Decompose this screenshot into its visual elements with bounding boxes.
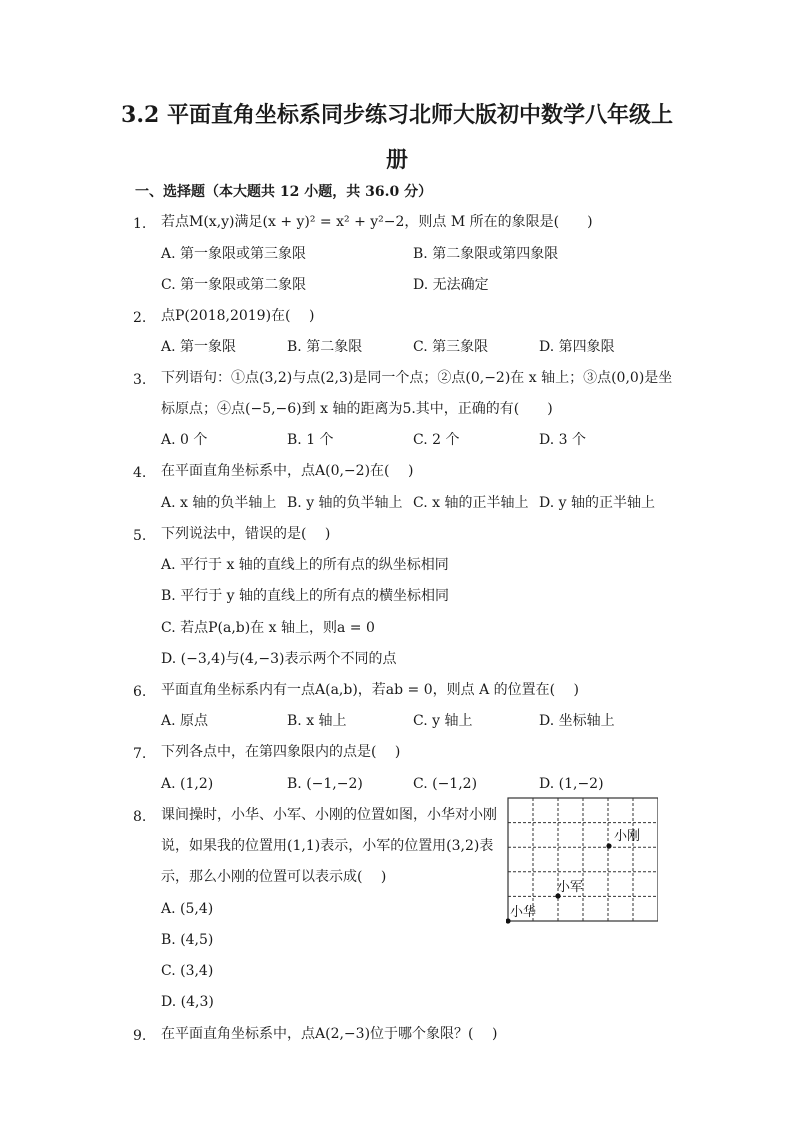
option-a: A. 第一象限或第三象限 xyxy=(161,246,307,262)
option-a: A. 第一象限 xyxy=(161,339,237,355)
section-header: 一、选择题（本大题共 12 小题，共 36.0 分） xyxy=(135,184,433,200)
question-text: 下列语句：①点(3,2)与点(2,3)是同一个点；②点(0,−2)在 x 轴上；③点(0,0)是坐 xyxy=(161,370,673,386)
question-number: 2. xyxy=(133,310,147,326)
option-c: C. 第一象限或第二象限 xyxy=(161,277,307,293)
option-d: D. 3 个 xyxy=(539,432,586,448)
question-number: 5. xyxy=(133,528,147,544)
option-d: D. (4,3) xyxy=(161,994,214,1010)
grid-lines xyxy=(508,798,658,921)
question-text: 下列说法中，错误的是( ) xyxy=(161,526,331,542)
option-a: A. (5,4) xyxy=(161,901,214,917)
option-c: C. 2 个 xyxy=(413,432,460,448)
option-c: C. (3,4) xyxy=(161,963,214,979)
option-c: C. 第三象限 xyxy=(413,339,489,355)
xiaogang-point xyxy=(606,843,611,848)
option-b: B. x 轴上 xyxy=(287,713,347,729)
option-d: D. (−3,4)与(4,−3)表示两个不同的点 xyxy=(161,651,397,667)
option-d: D. (1,−2) xyxy=(539,776,604,792)
question-text-continued: 说，如果我的位置用(1,1)表示，小军的位置用(3,2)表 xyxy=(161,838,494,854)
option-a: A. 平行于 x 轴的直线上的所有点的纵坐标相同 xyxy=(161,557,449,573)
page-title: 3.2 平面直角坐标系同步练习北师大版初中数学八年级上 xyxy=(121,102,673,128)
question-text: 下列各点中，在第四象限内的点是( ) xyxy=(161,744,401,760)
question-number: 1. xyxy=(133,216,147,232)
question-text-continued: 标原点；④点(−5,−6)到 x 轴的距离为5.其中，正确的有( ) xyxy=(161,401,553,417)
option-d: D. 无法确定 xyxy=(413,277,489,293)
question-number: 7. xyxy=(133,746,147,762)
question-number: 3. xyxy=(133,372,147,388)
option-d: D. y 轴的正半轴上 xyxy=(539,495,655,511)
question-number: 6. xyxy=(133,684,147,700)
question-text-continued: 示，那么小刚的位置可以表示成( ) xyxy=(161,869,387,885)
option-b: B. 第二象限或第四象限 xyxy=(413,246,559,262)
option-c: C. y 轴上 xyxy=(413,713,473,729)
question-text: 若点M(x,y)满足(x + y)² = x² + y²−2，则点 M 所在的象限是( ) xyxy=(161,214,593,230)
option-a: A. (1,2) xyxy=(161,776,214,792)
question-number: 4. xyxy=(133,465,147,481)
xiaohua-label: 小华 xyxy=(510,905,537,920)
question-text: 点P(2018,2019)在( ) xyxy=(161,308,315,324)
option-c: C. x 轴的正半轴上 xyxy=(413,495,529,511)
option-c: C. (−1,2) xyxy=(413,776,478,792)
question-number: 8. xyxy=(133,809,147,825)
position-grid-figure xyxy=(506,797,658,925)
option-a: A. x 轴的负半轴上 xyxy=(161,495,277,511)
question-text: 平面直角坐标系内有一点A(a,b)，若ab = 0，则点 A 的位置在( ) xyxy=(161,682,580,698)
option-c: C. 若点P(a,b)在 x 轴上，则a = 0 xyxy=(161,620,375,636)
option-b: B. 平行于 y 轴的直线上的所有点的横坐标相同 xyxy=(161,588,449,604)
question-text: 在平面直角坐标系中，点A(0,−2)在( ) xyxy=(161,463,414,479)
question-text: 在平面直角坐标系中，点A(2,−3)位于哪个象限？( ) xyxy=(161,1026,498,1042)
option-a: A. 0 个 xyxy=(161,432,208,448)
option-b: B. 第二象限 xyxy=(287,339,363,355)
option-b: B. (−1,−2) xyxy=(287,776,363,792)
option-a: A. 原点 xyxy=(161,713,209,729)
question-text: 课间操时，小华、小军、小刚的位置如图，小华对小刚 xyxy=(161,807,497,823)
page-title-continued: 册 xyxy=(385,147,408,173)
question-number: 9. xyxy=(133,1028,147,1044)
option-d: D. 坐标轴上 xyxy=(539,713,615,729)
option-b: B. y 轴的负半轴上 xyxy=(287,495,403,511)
option-b: B. 1 个 xyxy=(287,432,334,448)
option-d: D. 第四象限 xyxy=(539,339,615,355)
xiaogang-label: 小刚 xyxy=(614,829,641,844)
option-b: B. (4,5) xyxy=(161,932,214,948)
xiaojun-label: 小军 xyxy=(557,880,584,895)
